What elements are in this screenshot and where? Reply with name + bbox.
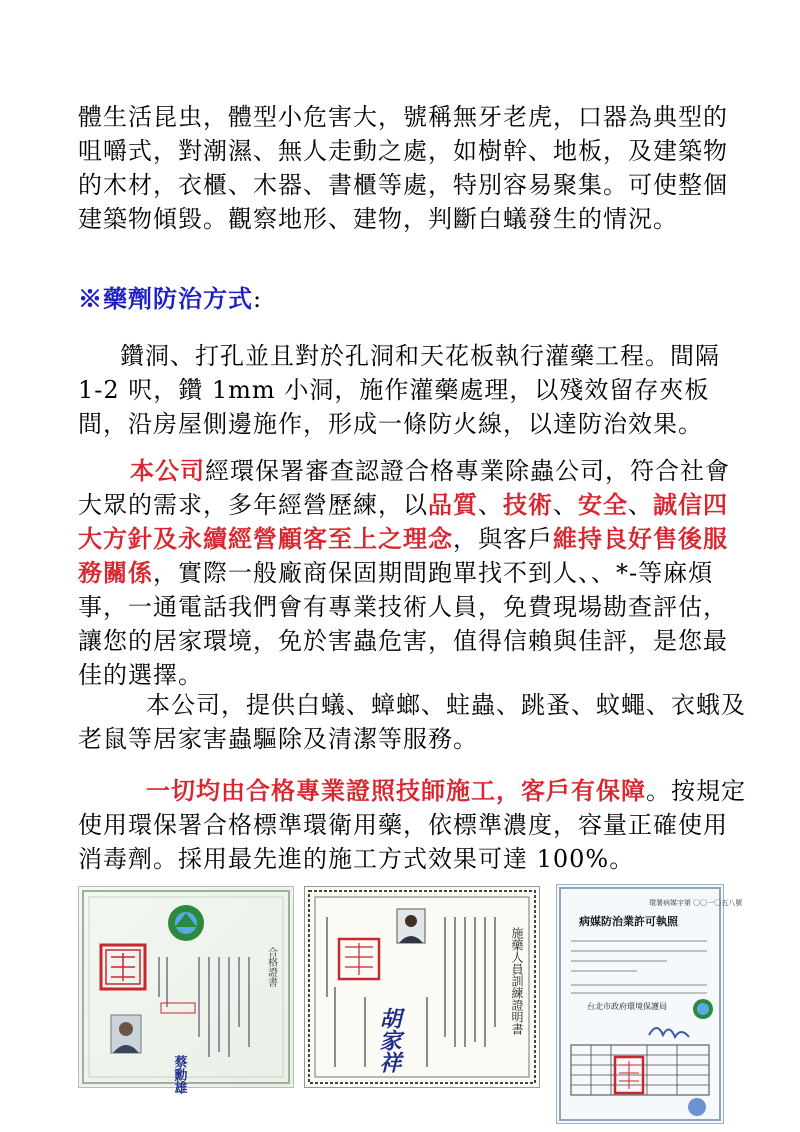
highlight-company: 本公司 — [130, 456, 205, 485]
highlight-safety: 安全 — [578, 490, 628, 519]
cert3-title: 病媒防治業許可執照 — [579, 915, 678, 928]
text-span: 、 — [478, 491, 503, 519]
certificate-image-training — [304, 886, 540, 1088]
cert2-signature: 胡家祥 — [376, 1007, 402, 1073]
text-span: ，與客戶 — [453, 525, 553, 553]
section-heading-chemical-control — [78, 282, 262, 316]
heading-text: ※藥劑防治方式 — [78, 284, 253, 313]
highlight-technology: 技術 — [503, 490, 553, 519]
text-span: ，實際一般廠商保固期間跑單找不到人、、*-等麻煩事，一通電話我們會有專業技術人員，免費現場勘查評估，讓您的居家環境，免於害蟲危害，值得信賴與佳評，是您最佳的選擇。 — [78, 559, 728, 689]
text-span: 經環保署審查認證合格專業除蟲公司，符合社會大眾的需求，多年經營歷練，以 — [78, 457, 730, 519]
paragraph-termite-description: 體生活昆虫，體型小危害大，號稱無牙老虎，口器為典型的咀嚼式，對潮濕、無人走動之處，如樹幹、地板，及建築物的木材，衣櫃、木器、書櫃等處，特別容易聚集。可使整個建築物傾毀。觀察地形、建物，判斷白蟻發生的情況。 — [78, 103, 728, 233]
highlight-quality: 品質 — [428, 490, 478, 519]
highlight-certified-technicians: 一切均由合格專業證照技師施工，客戶有保障 — [146, 776, 646, 805]
certificate-image-epa-qualification — [78, 886, 294, 1094]
cert1-signature: 蔡勳雄 — [171, 1055, 187, 1094]
cert3-header: 環署病媒字第 〇〇一〇五八號 — [649, 899, 743, 907]
cert3-org: 台北市政府環境保護局 — [587, 1002, 667, 1011]
certificate-image-business-license — [556, 884, 743, 1124]
text-span: 、 — [553, 491, 578, 519]
cert1-title: 合格證書 — [265, 947, 277, 987]
heading-colon: : — [253, 285, 263, 313]
cert2-title: 施藥人員訓練證明書 — [510, 927, 524, 1035]
highlight-after-sales: 維持良好售後服務關係 — [78, 524, 728, 587]
highlight-principles: 誠信四大方針及永續經營顧客至上之理念 — [78, 490, 728, 553]
paragraph-services: 本公司，提供白蟻、蟑螂、蛀蟲、跳蚤、蚊蠅、衣蛾及老鼠等居家害蟲驅除及清潔等服務。 — [78, 691, 746, 753]
text-span: 、 — [628, 491, 653, 519]
text-span: 。按規定使用環保署合格標準環衛用藥，依標準濃度，容量正確使用消毒劑。採用最先進的施工方式效果可達 100%。 — [78, 777, 746, 873]
paragraph-guarantee — [78, 774, 748, 876]
paragraph-drilling-method: 鑽洞、打孔並且對於孔洞和天花板執行灌藥工程。間隔 1-2 呎，鑽 1mm 小洞，施作灌藥處理，以殘效留存夾板間，沿房屋側邊施作，形成一條防火線，以達防治效果。 — [78, 342, 720, 438]
paragraph-company-intro — [78, 454, 748, 692]
